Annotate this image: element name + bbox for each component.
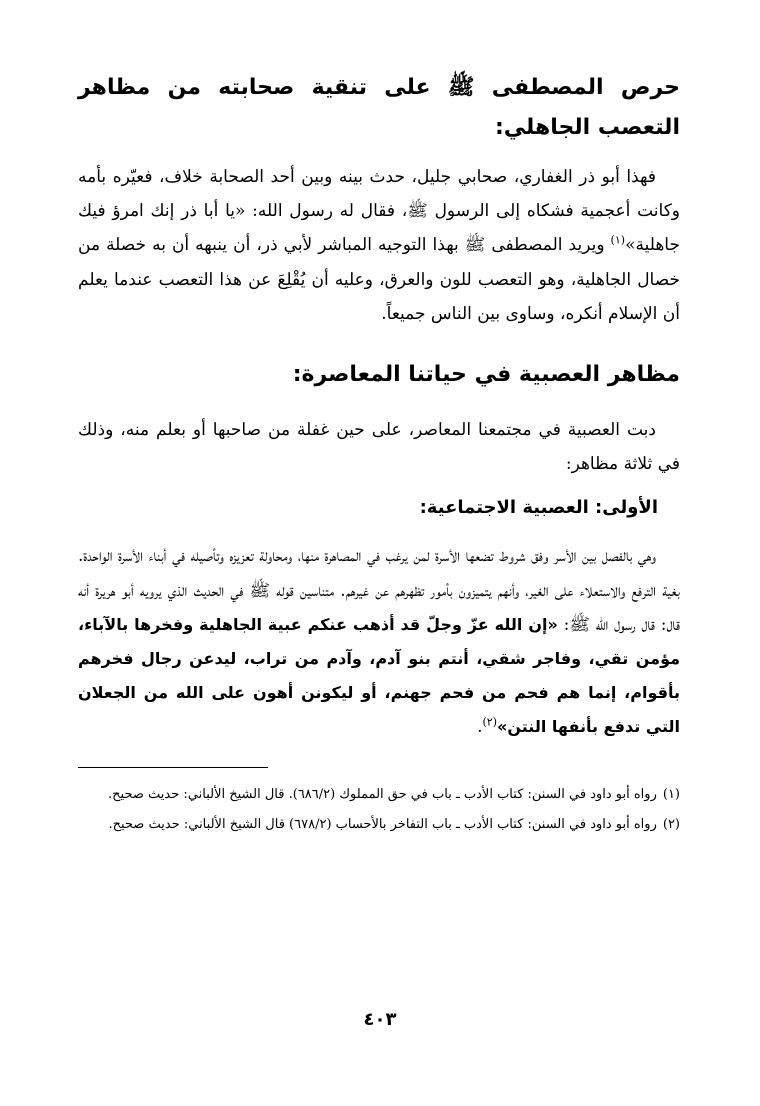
paragraph-text: وهي بالفصل بين الأسر وفق شروط تضعها الأسرة لمن يرغب في المصاهرة منها، ومحاولة تعزيزه وتأصيله في أبناء الأسرة الواحدة. بغية الترفع والاستعلاء على الغير، وأنهم يتميزون بأمور تظهرهم عن غيرهم. متناسين قوله ﷺ في الحديث الذي يرويه أبو هريرة أنه قال: قال رسول الله ﷺ: xyxy=(78,546,681,635)
paragraph-text: ويريد المصطفى ﷺ بهذا التوجيه المباشر لأبي ذر، أن ينبهه أن به خصلة من خصال الجاهلية، وهو التعصب للون والعرق، وعليه أن يُقْلِعَ عن هذا التعصب عندما يعلم أن الإسلام أنكره، وساوى بين الناس جميعاً. xyxy=(78,235,680,324)
paragraph-end: . xyxy=(477,717,483,738)
footnote-number: (٢) xyxy=(662,816,680,832)
subsection-heading: الأولى: العصبية الاجتماعية: xyxy=(419,497,658,519)
paragraph-text: فهذا أبو ذر الغفاري، صحابي جليل، حدث بينه وبين أحد الصحابة خلاف، فعيّره بأمه وكانت أعجمية فشكاه إلى الرسول ﷺ، فقال له رسول الله: «يا أبا ذر إنك امرؤ فيك جاهلية» xyxy=(78,167,680,256)
page-number: ٤٠٣ xyxy=(363,1009,397,1030)
paragraph-social xyxy=(78,539,680,744)
footnote-2 xyxy=(78,812,680,838)
footnote-separator xyxy=(78,767,268,768)
paragraph-intro: دبت العصبية في مجتمعنا المعاصر، على حين غفلة من صاحبها أو بعلم منه، وذلك في ثلاثة مظاهر: xyxy=(78,420,680,475)
footnote-text: رواه أبو داود في السنن: كتاب الأدب ـ باب في حق المملوك (٦٨٦/٢). قال الشيخ الألباني: حديث صحيح. xyxy=(108,786,657,802)
footnote-ref-2[interactable]: (٢) xyxy=(482,715,498,729)
footnote-ref-1[interactable]: (١) xyxy=(610,233,626,247)
paragraph-abu-dharr xyxy=(78,160,680,331)
section-heading: مظاهر العصبية في حياتنا المعاصرة: xyxy=(292,362,680,388)
footnote-number: (١) xyxy=(662,786,680,802)
hadith-quote: «إن الله عزّ وجلّ قد أذهب عنكم عبية الجاهلية وفخرها بالآباء، مؤمن تقي، وفاجر شقي، أنتم بنو آدم، وآدم من تراب، ليدعن رجال فخرهم بأقوام، إنما هم فحم من فحم جهنم، أو ليكونن أهون على الله من الجعلان التي تدفع بأنفها النتن» xyxy=(78,614,680,737)
section-heading: حرص المصطفى ﷺ على تنقية صحابته من مظاهر التعصب الجاهلي: xyxy=(78,75,680,140)
footnote-1 xyxy=(78,782,680,808)
footnote-separator-wrap xyxy=(78,767,680,768)
footnotes xyxy=(78,782,680,838)
footnote-text: رواه أبو داود في السنن: كتاب الأدب ـ باب التفاخر بالأحساب (٦٧٨/٢) قال الشيخ الألباني: حديث صحيح. xyxy=(108,816,657,832)
